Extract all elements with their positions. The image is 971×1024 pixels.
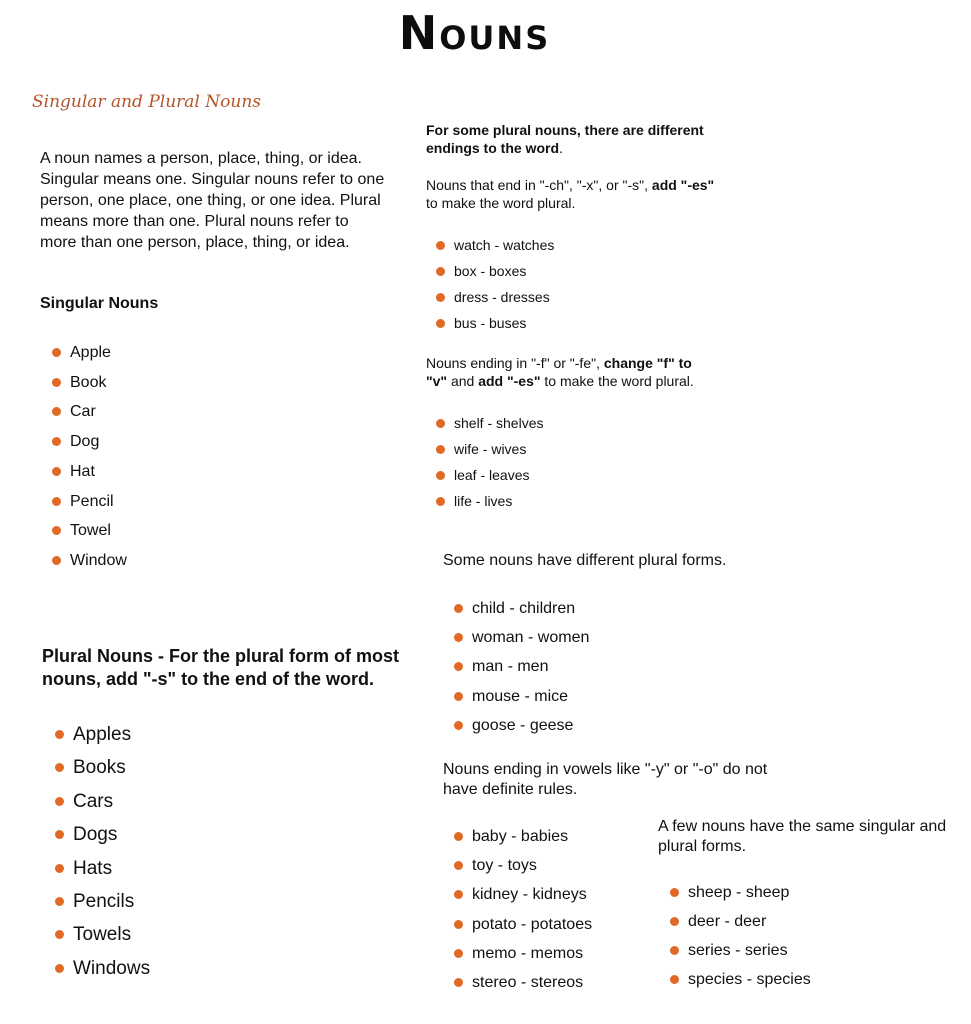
bullet-icon (454, 920, 463, 929)
vowels-list (454, 822, 592, 997)
list-item-label: memo - memos (472, 944, 584, 962)
bullet-icon (436, 293, 445, 302)
list-item-label: mouse - mice (472, 687, 569, 705)
list-item-label: species - species (688, 971, 811, 988)
bullet-icon (52, 378, 61, 387)
list-item (52, 368, 127, 398)
list-item-label: bus - buses (454, 315, 527, 331)
f-rule-list (436, 410, 543, 514)
list-item (454, 880, 592, 909)
list-item (52, 487, 127, 517)
list-item-label: Pencils (73, 891, 135, 913)
bullet-icon (55, 730, 64, 739)
list-item (454, 711, 589, 740)
list-item (454, 594, 589, 623)
section-subtitle: Singular and Plural Nouns (32, 92, 261, 112)
endings-heading-text: For some plural nouns, there are different endings to the word (426, 122, 704, 156)
list-item-label: Towels (73, 924, 132, 946)
list-item-label: Hat (70, 462, 95, 480)
list-item (670, 878, 811, 907)
page-title: Nouns (398, 6, 551, 60)
bullet-icon (52, 497, 61, 506)
list-item-label: goose - geese (472, 716, 574, 734)
list-item-label: stereo - stereos (472, 974, 584, 992)
list-item-label: box - boxes (454, 263, 527, 279)
list-item-label: Book (70, 373, 107, 391)
list-item (52, 397, 127, 427)
bullet-icon (55, 964, 64, 973)
same-text: A few nouns have the same singular and plural forms. (658, 818, 947, 855)
list-item (454, 968, 592, 997)
list-item-label: Dog (70, 433, 100, 451)
list-item-label: Apples (73, 724, 132, 745)
bullet-icon (670, 917, 679, 926)
list-item-label: shelf - shelves (454, 415, 544, 431)
irregular-text: Some nouns have different plural forms. (443, 552, 727, 569)
bullet-icon (454, 978, 463, 987)
list-item-label: wife - wives (454, 441, 527, 457)
list-item-label: Pencil (70, 492, 114, 510)
list-item-label: leaf - leaves (454, 467, 530, 483)
list-item-label: sheep - sheep (688, 884, 790, 901)
list-item-label: Towel (70, 522, 111, 540)
same-list (670, 878, 811, 994)
list-item-label: dress - dresses (454, 289, 550, 305)
list-item-label: Hats (73, 857, 113, 879)
singular-heading: Singular Nouns (40, 295, 159, 312)
bullet-icon (436, 419, 445, 428)
list-item (55, 918, 150, 951)
bullet-icon (454, 861, 463, 870)
bullet-icon (52, 556, 61, 565)
list-item (52, 516, 127, 546)
bullet-icon (55, 930, 64, 939)
bullet-icon (55, 864, 64, 873)
list-item-label: deer - deer (688, 913, 767, 930)
bullet-icon (454, 721, 463, 730)
list-item (436, 258, 554, 284)
list-item (436, 310, 554, 336)
intro-paragraph: A noun names a person, place, thing, or idea. Singular means one. Singular nouns refer to one person, one place, one thing, or one idea. Plural means more than one. Plural nouns refer to more than one person, place, thing, or idea. (40, 150, 385, 251)
singular-list (52, 338, 127, 576)
bullet-icon (52, 467, 61, 476)
list-item (670, 907, 811, 936)
list-item (670, 936, 811, 965)
list-item (55, 952, 150, 985)
list-item-label: watch - watches (454, 237, 555, 253)
list-item (454, 652, 589, 681)
ch-rule-bold: add "-es" (651, 177, 715, 193)
list-item-label: Apple (70, 344, 111, 361)
f-rule-text (426, 354, 716, 390)
bullet-icon (436, 497, 445, 506)
list-item (454, 682, 589, 711)
bullet-icon (436, 445, 445, 454)
list-item (55, 785, 150, 818)
list-item-label: toy - toys (472, 857, 537, 875)
list-item (454, 623, 589, 652)
irregular-list (454, 594, 589, 740)
f-rule-post: to make the word plural. (540, 373, 694, 389)
list-item (52, 338, 127, 368)
ch-rule-pre: Nouns that end in "-ch", "-x", or "-s", (426, 177, 652, 193)
list-item (454, 822, 592, 851)
bullet-icon (454, 890, 463, 899)
bullet-icon (454, 692, 463, 701)
list-item (55, 885, 150, 918)
bullet-icon (436, 241, 445, 250)
list-item (436, 488, 543, 514)
bullet-icon (52, 348, 61, 357)
plural-heading: Plural Nouns - For the plural form of most nouns, add "-s" to the end of the word. (42, 646, 400, 689)
list-item-label: child - children (472, 600, 576, 617)
list-item (52, 457, 127, 487)
bullet-icon (670, 946, 679, 955)
list-item-label: Cars (73, 790, 114, 812)
bullet-icon (52, 437, 61, 446)
bullet-icon (436, 267, 445, 276)
list-item-label: Windows (73, 957, 151, 979)
plural-list (55, 718, 150, 985)
list-item (454, 939, 592, 968)
bullet-icon (55, 797, 64, 806)
list-item (55, 818, 150, 851)
bullet-icon (454, 604, 463, 613)
list-item (436, 462, 543, 488)
list-item (436, 436, 543, 462)
list-item (436, 284, 554, 310)
bullet-icon (55, 830, 64, 839)
ch-rule-text (426, 176, 716, 212)
vowels-text: Nouns ending in vowels like "-y" or "-o" do not have definite rules. (443, 761, 768, 798)
bullet-icon (454, 949, 463, 958)
bullet-icon (55, 763, 64, 772)
bullet-icon (670, 975, 679, 984)
bullet-icon (55, 897, 64, 906)
list-item-label: series - series (688, 942, 788, 959)
list-item-label: man - men (472, 658, 549, 676)
bullet-icon (454, 662, 463, 671)
list-item (55, 751, 150, 784)
list-item-label: life - lives (454, 493, 513, 509)
ch-rule-list (436, 232, 554, 336)
bullet-icon (436, 471, 445, 480)
list-item-label: Dogs (73, 824, 118, 846)
endings-heading-period: . (559, 140, 563, 156)
list-item (52, 427, 127, 457)
f-rule-bold-1: change "f" to "v" (426, 355, 692, 389)
bullet-icon (52, 526, 61, 535)
list-item-label: Books (73, 757, 126, 779)
list-item (670, 965, 811, 994)
list-item (454, 910, 592, 939)
list-item-label: Window (70, 551, 127, 569)
list-item-label: potato - potatoes (472, 915, 593, 933)
f-rule-mid: and (447, 373, 479, 389)
list-item-label: baby - babies (472, 828, 569, 845)
list-item (55, 718, 150, 751)
list-item (454, 851, 592, 880)
list-item (55, 852, 150, 885)
bullet-icon (436, 319, 445, 328)
bullet-icon (454, 832, 463, 841)
bullet-icon (52, 407, 61, 416)
list-item (436, 410, 543, 436)
list-item (436, 232, 554, 258)
list-item-label: woman - women (472, 629, 590, 647)
ch-rule-post: to make the word plural. (426, 195, 576, 211)
f-rule-pre: Nouns ending in "-f" or "-fe", (426, 355, 604, 371)
bullet-icon (670, 888, 679, 897)
bullet-icon (454, 633, 463, 642)
list-item-label: kidney - kidneys (472, 886, 587, 904)
list-item (52, 546, 127, 576)
list-item-label: Car (70, 403, 96, 421)
f-rule-bold-2: add "-es" (478, 373, 541, 389)
endings-heading (426, 121, 726, 157)
